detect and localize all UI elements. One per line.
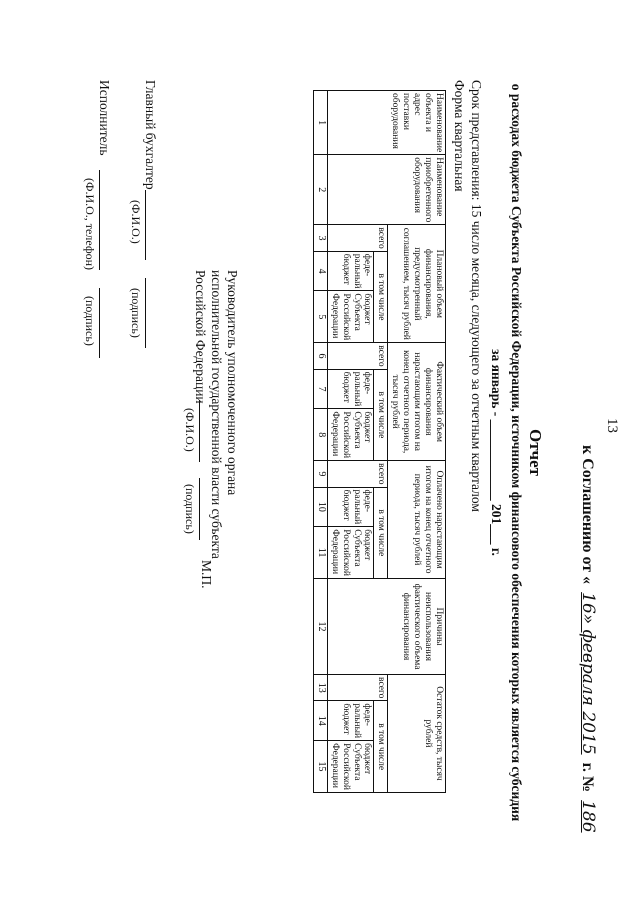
fio-phone-caption: (Ф.И.О., телефон) [83, 178, 97, 271]
header-federal: феде-ральный бюджет [327, 701, 374, 741]
page-number: 13 [604, 418, 620, 433]
header-total: всего [327, 225, 388, 251]
column-number: 11 [313, 527, 327, 579]
header-total: всего [327, 461, 388, 487]
header-federal: феде-ральный бюджет [327, 369, 374, 409]
signature-line [199, 478, 200, 540]
header-paid: Оплачено нарастающим итогом на конец отчетного периода, тысяч рублей [388, 461, 446, 579]
header-federal: феде-ральный бюджет [327, 251, 374, 291]
column-number: 13 [313, 675, 327, 701]
header-regional: бюджет Субъекта Российской Федерации [327, 527, 374, 579]
column-number: 12 [313, 579, 327, 675]
chief-accountant-label: Главный бухгалтер [143, 80, 158, 190]
column-number: 5 [313, 291, 327, 343]
column-number: 14 [313, 701, 327, 741]
column-number: 3 [313, 225, 327, 251]
header-planned: Плановый объем финансирования, предусмотренный соглашением, тысяч рублей [388, 225, 446, 343]
signature-line [99, 288, 100, 358]
handwritten-number: 186 [578, 800, 598, 833]
report-subtitle: о расходах бюджета Субъекта Российской Федерации, источником финансового обеспечения которых является субсидия [509, 83, 524, 822]
column-number: 1 [313, 91, 327, 155]
signature-line [99, 170, 100, 270]
column-number: 7 [313, 369, 327, 409]
signature-caption: (подпись) [83, 296, 97, 346]
handwritten-date: 16» февраля 2015 [578, 592, 598, 755]
column-number: 10 [313, 487, 327, 527]
header-actual: Фактический объем финансирования нарастающим итогом на конец отчетного периода, тысяч рублей [388, 343, 446, 461]
signature-line [145, 278, 146, 348]
submission-deadline: Срок представления: 15 число месяца, следующего за отчетным кварталом [469, 80, 484, 512]
signature-caption: (подпись) [183, 484, 197, 534]
header-regional: бюджет Субъекта Российской Федерации [327, 741, 374, 793]
header-federal: феде-ральный бюджет [327, 487, 374, 527]
column-number: 15 [313, 741, 327, 793]
report-form: Форма квартальная [452, 80, 467, 192]
column-number: 9 [313, 461, 327, 487]
column-number: 4 [313, 251, 327, 291]
expenditure-table [313, 90, 446, 793]
executor-label: Исполнитель [97, 80, 112, 156]
header-including: в том числе [374, 369, 388, 461]
head-authority-label: Руководитель уполномоченного органа исполнительной государственной власти субъекта Российской Федерации [192, 270, 240, 559]
header-object: Наименование объекта и адрес поставки оборудования [327, 91, 445, 155]
report-title: Отчет [526, 428, 545, 477]
header-regional: бюджет Субъекта Российской Федерации [327, 291, 374, 343]
signature-caption: (подпись) [129, 288, 143, 338]
report-period: за январь - ____________ 201___ г. [489, 349, 504, 556]
header-including: в том числе [374, 701, 388, 793]
signature-line [145, 190, 146, 260]
header-including: в том числе [374, 251, 388, 343]
column-number: 2 [313, 155, 327, 225]
stamp-place: М.П. [199, 560, 214, 589]
annex-reference: к Соглашению от « 16» февраля 2015 г. № 186 [578, 445, 598, 837]
fio-caption: (Ф.И.О.) [129, 200, 143, 244]
signature-line [199, 400, 200, 462]
column-number: 8 [313, 409, 327, 461]
header-including: в том числе [374, 487, 388, 579]
header-equipment: Наименование приобретенного оборудования [327, 155, 445, 225]
header-regional: бюджет Субъекта Российской Федерации [327, 409, 374, 461]
fio-caption: (Ф.И.О.) [183, 408, 197, 452]
header-total: всего [327, 675, 388, 701]
header-total: всего [327, 343, 388, 369]
column-number: 6 [313, 343, 327, 369]
header-remainder: Остаток средств, тысяч рублей [388, 675, 446, 793]
header-reasons: Причины неиспользования фактического объема финансирования [327, 579, 445, 675]
